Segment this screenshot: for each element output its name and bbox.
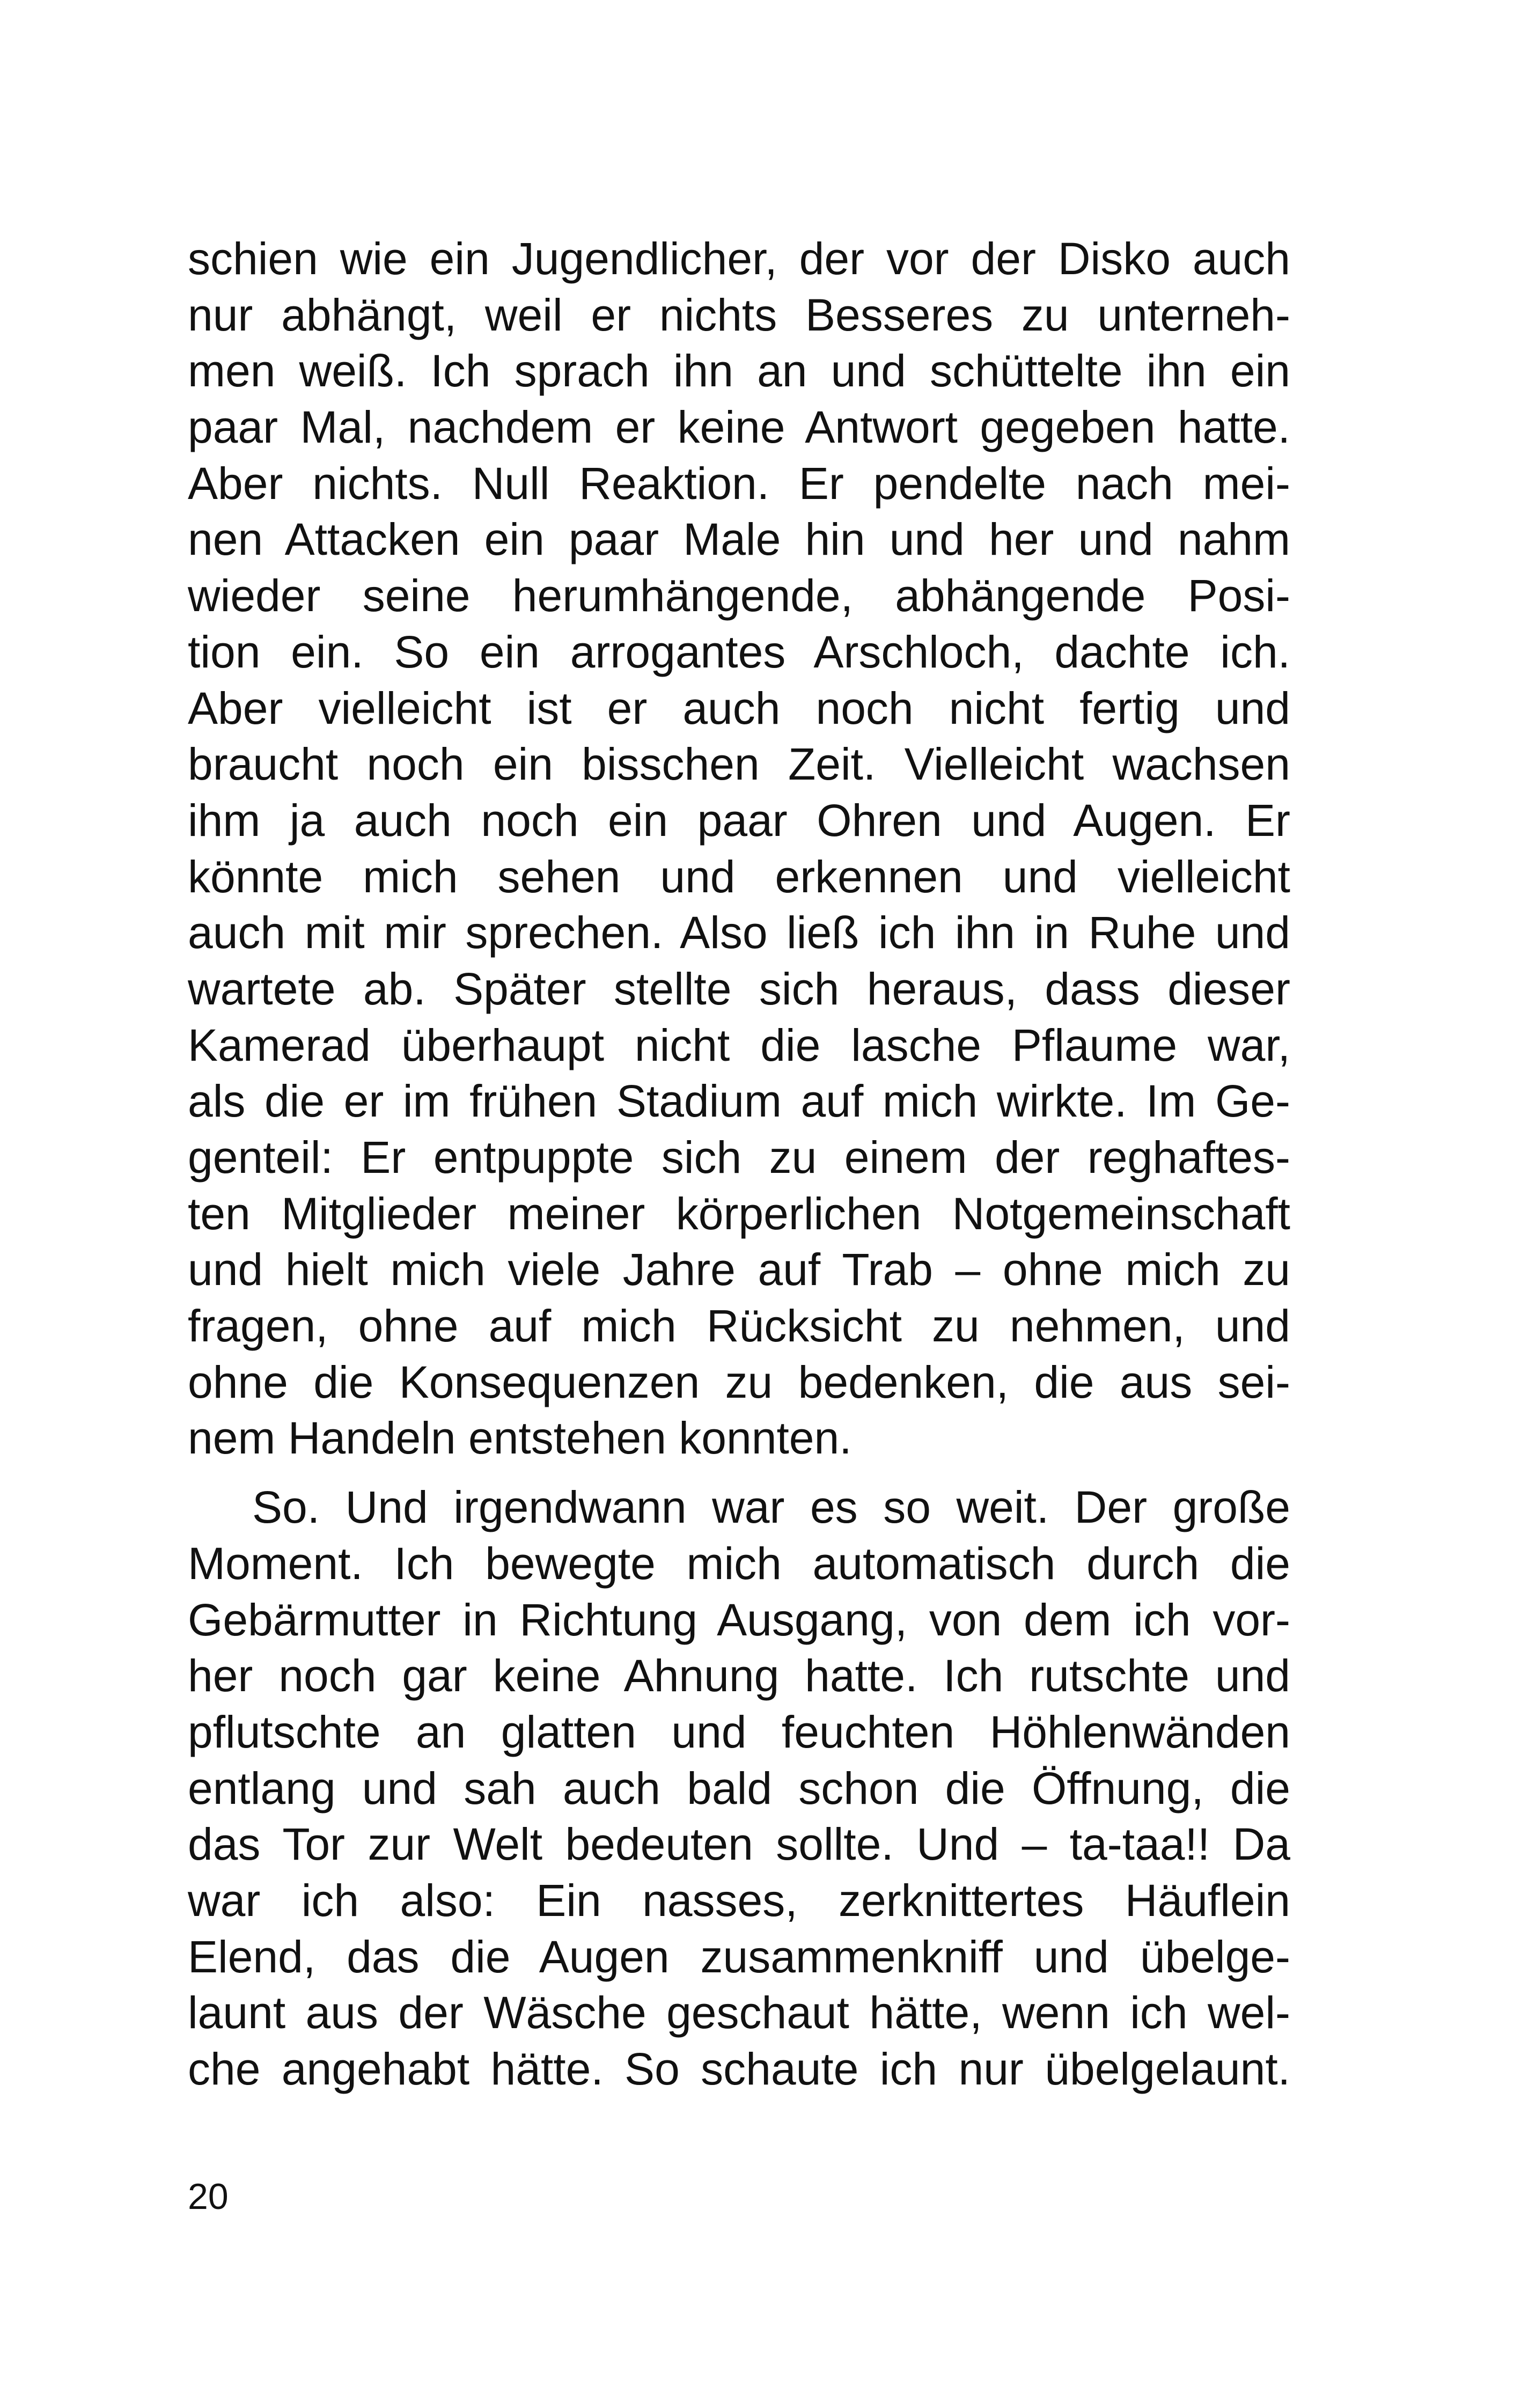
text-line: als die er im frühen Stadium auf mich wirkte. Im Ge-: [188, 1076, 1290, 1127]
text-line: Kamerad überhaupt nicht die lasche Pflaume war,: [188, 1019, 1290, 1070]
body-text: [188, 231, 1290, 2097]
text-line: pflutschte an glatten und feuchten Höhlenwänden: [188, 1706, 1290, 1757]
text-line: her noch gar keine Ahnung hatte. Ich rutschte und: [188, 1650, 1290, 1701]
paragraph-1: [188, 231, 1290, 1466]
text-line: und hielt mich viele Jahre auf Trab – ohne mich zu: [188, 1244, 1290, 1295]
text-line: launt aus der Wäsche geschaut hätte, wenn ich wel-: [188, 1987, 1290, 2038]
text-line: men weiß. Ich sprach ihn an und schüttelte ihn ein: [188, 346, 1290, 397]
text-line: war ich also: Ein nasses, zerknittertes Häuflein: [188, 1875, 1290, 1926]
text-line: So. Und irgendwann war es so weit. Der große: [252, 1482, 1290, 1533]
text-line: ohne die Konsequenzen zu bedenken, die aus sei-: [188, 1356, 1290, 1407]
text-line: ihm ja auch noch ein paar Ohren und Augen. Er: [188, 795, 1290, 846]
text-line: ten Mitglieder meiner körperlichen Notgemeinschaft: [188, 1188, 1290, 1239]
text-line: Gebärmutter in Richtung Ausgang, von dem ich vor-: [188, 1594, 1290, 1645]
text-line: genteil: Er entpuppte sich zu einem der reghaftes-: [188, 1132, 1290, 1183]
text-line: Aber nichts. Null Reaktion. Er pendelte nach mei-: [188, 458, 1290, 509]
text-line: Elend, das die Augen zusammenkniff und übelge-: [188, 1931, 1290, 1982]
text-line: nem Handeln entstehen konnten.: [188, 1413, 852, 1464]
text-line: Moment. Ich bewegte mich automatisch durch die: [188, 1538, 1290, 1589]
text-line: könnte mich sehen und erkennen und vielleicht: [188, 851, 1290, 902]
paragraph-2: [188, 1479, 1290, 2097]
text-line: tion ein. So ein arrogantes Arschloch, dachte ich.: [188, 626, 1290, 677]
text-line: braucht noch ein bisschen Zeit. Vielleicht wachsen: [188, 739, 1290, 790]
text-line: wartete ab. Später stellte sich heraus, dass dieser: [188, 963, 1290, 1014]
text-line: nur abhängt, weil er nichts Besseres zu unterneh-: [188, 289, 1290, 340]
text-line: wieder seine herumhängende, abhängende Posi-: [188, 570, 1290, 621]
text-line: nen Attacken ein paar Male hin und her und nahm: [188, 514, 1290, 565]
text-line: che angehabt hätte. So schaute ich nur übelgelaunt.: [188, 2044, 1290, 2094]
text-line: auch mit mir sprechen. Also ließ ich ihn in Ruhe und: [188, 907, 1290, 958]
text-line: paar Mal, nachdem er keine Antwort gegeben hatte.: [188, 402, 1290, 453]
text-line: entlang und sah auch bald schon die Öffnung, die: [188, 1763, 1290, 1814]
paragraph-spacer: [188, 1466, 1290, 1479]
text-line: Aber vielleicht ist er auch noch nicht fertig und: [188, 682, 1290, 733]
text-line: das Tor zur Welt bedeuten sollte. Und – ta-taa!! Da: [188, 1819, 1290, 1870]
text-line: fragen, ohne auf mich Rücksicht zu nehmen, und: [188, 1301, 1290, 1352]
text-line: schien wie ein Jugendlicher, der vor der Disko auch: [188, 233, 1290, 284]
page-number: 20: [188, 2176, 229, 2217]
